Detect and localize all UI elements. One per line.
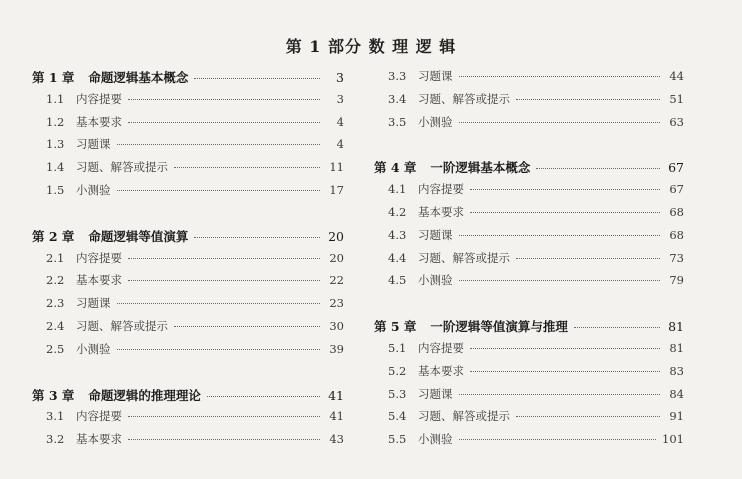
section-number: 5.5: [388, 432, 407, 447]
page-number: 11: [329, 160, 344, 175]
page-number: 73: [669, 250, 684, 265]
dot-leader: [470, 211, 660, 213]
section-title: 基本要求: [76, 114, 122, 129]
section-title: 内容提要: [76, 250, 122, 265]
page-number: 81: [668, 319, 684, 335]
section-entry[interactable]: [374, 431, 684, 454]
toc-right-column: [374, 68, 684, 454]
dot-leader: [128, 415, 320, 417]
section-number: 1.1: [46, 91, 65, 106]
section-title: 小测验: [418, 432, 453, 447]
page-number: 17: [329, 182, 344, 197]
section-number: 3.3: [388, 69, 407, 83]
chapter-heading[interactable]: [374, 158, 684, 181]
page-number: 67: [669, 182, 684, 197]
section-entry[interactable]: [32, 272, 344, 295]
section-title: 习题、解答或提示: [418, 91, 510, 106]
dot-leader: [470, 370, 660, 372]
page-number: 20: [328, 228, 344, 244]
page-number: 91: [669, 409, 684, 424]
dot-leader: [128, 279, 320, 281]
section-entry[interactable]: [374, 204, 684, 227]
part-title: 第 1 部分 数 理 逻 辑: [285, 37, 457, 56]
dot-leader: [536, 167, 660, 169]
page-number: 68: [669, 204, 684, 219]
section-entry[interactable]: [374, 272, 684, 295]
chapter-spacer: [374, 136, 684, 158]
chapter-title: 命题逻辑等值演算: [88, 228, 189, 244]
section-number: 1.3: [46, 137, 65, 152]
page-number: 22: [329, 273, 344, 288]
dot-leader: [117, 143, 321, 145]
section-number: 2.3: [46, 296, 65, 311]
section-entry[interactable]: [32, 250, 344, 273]
dot-leader: [459, 234, 661, 236]
chapter-number: 第 2 章: [32, 228, 75, 244]
section-entry[interactable]: [32, 341, 344, 364]
dot-leader: [470, 188, 660, 190]
chapter-title: 一阶逻辑基本概念: [430, 160, 531, 176]
page-number: 79: [669, 273, 684, 288]
page-number: 43: [329, 432, 344, 447]
section-number: 2.4: [46, 318, 65, 333]
dot-leader: [516, 98, 660, 100]
chapter-heading[interactable]: [32, 386, 344, 409]
chapter-4: [374, 158, 684, 295]
section-number: 2.1: [46, 250, 65, 265]
section-entry[interactable]: [374, 250, 684, 273]
dot-leader: [459, 121, 661, 123]
section-number: 5.2: [388, 363, 407, 378]
section-number: 3.4: [388, 91, 407, 106]
section-entry[interactable]: [32, 114, 344, 137]
section-title: 小测验: [76, 182, 111, 197]
section-entry[interactable]: [374, 386, 684, 409]
section-title: 小测验: [418, 273, 453, 288]
section-number: 1.2: [46, 114, 65, 129]
section-number: 5.3: [388, 386, 407, 401]
section-title: 习题、解答或提示: [418, 250, 510, 265]
dot-leader: [117, 189, 321, 191]
section-number: 3.1: [46, 409, 65, 424]
dot-leader: [194, 236, 320, 238]
dot-leader: [516, 415, 660, 417]
section-title: 基本要求: [418, 363, 464, 378]
section-entry[interactable]: [374, 181, 684, 204]
section-title: 习题课: [418, 386, 453, 401]
chapter-title: 命题逻辑基本概念: [88, 70, 189, 85]
chapter-1: [32, 68, 344, 205]
section-title: 小测验: [76, 341, 111, 356]
section-number: 4.3: [388, 227, 407, 242]
section-number: 5.4: [388, 409, 407, 424]
page-number: 81: [669, 340, 684, 355]
section-number: 4.2: [388, 204, 407, 219]
dot-leader: [207, 395, 320, 397]
page-number: 41: [329, 409, 344, 424]
page-number: 41: [328, 387, 344, 403]
section-entry[interactable]: [32, 91, 344, 114]
section-entry[interactable]: [374, 114, 684, 137]
dot-leader: [128, 98, 320, 100]
section-title: 内容提要: [418, 340, 464, 355]
chapter-3-continued: [374, 68, 684, 136]
chapter-number: 第 5 章: [374, 319, 417, 335]
section-title: 习题、解答或提示: [76, 318, 168, 333]
dot-leader: [117, 348, 321, 350]
section-entry[interactable]: [374, 363, 684, 386]
chapter-title: 命题逻辑的推理理论: [88, 387, 201, 403]
chapter-number: 第 4 章: [374, 160, 417, 176]
chapter-heading[interactable]: [374, 317, 684, 340]
section-number: 4.1: [388, 182, 407, 197]
page-number: 20: [329, 250, 344, 265]
section-entry[interactable]: [32, 408, 344, 431]
section-entry[interactable]: [374, 227, 684, 250]
page-number: 68: [669, 227, 684, 242]
page-number: 67: [668, 160, 684, 176]
page-number: 23: [329, 296, 344, 311]
dot-leader: [459, 438, 657, 440]
section-title: 基本要求: [76, 273, 122, 288]
chapter-title: 一阶逻辑等值演算与推理: [430, 319, 568, 335]
page-number: 39: [329, 341, 344, 356]
chapter-spacer: [374, 295, 684, 317]
section-title: 习题、解答或提示: [76, 160, 168, 175]
section-entry[interactable]: [32, 182, 344, 205]
section-number: 3.2: [46, 432, 65, 447]
section-title: 小测验: [418, 114, 453, 129]
chapter-3: [32, 386, 344, 454]
page-number: 4: [336, 137, 344, 152]
section-number: 3.5: [388, 114, 407, 129]
dot-leader: [128, 121, 320, 123]
section-title: 习题课: [418, 69, 453, 83]
page-number: 83: [669, 363, 684, 378]
chapter-heading[interactable]: [32, 68, 344, 91]
section-entry[interactable]: [374, 408, 684, 431]
dot-leader: [459, 279, 661, 281]
section-number: 1.4: [46, 160, 65, 175]
dot-leader: [128, 257, 320, 259]
dot-leader: [470, 347, 660, 349]
section-title: 习题课: [76, 296, 111, 311]
section-title: 习题课: [418, 227, 453, 242]
dot-leader: [574, 326, 660, 328]
chapter-2: [32, 227, 344, 364]
section-number: 4.4: [388, 250, 407, 265]
page-number: 3: [336, 70, 344, 85]
dot-leader: [459, 75, 661, 77]
page-number: 30: [329, 318, 344, 333]
section-title: 基本要求: [418, 204, 464, 219]
section-number: 5.1: [388, 340, 407, 355]
section-number: 2.2: [46, 273, 65, 288]
section-number: 4.5: [388, 273, 407, 288]
chapter-spacer: [32, 205, 344, 227]
section-entry[interactable]: [32, 159, 344, 182]
dot-leader: [459, 393, 661, 395]
section-title: 习题课: [76, 137, 111, 152]
chapter-spacer: [32, 364, 344, 386]
page-number: 63: [669, 114, 684, 129]
section-entry[interactable]: [32, 136, 344, 159]
section-title: 内容提要: [76, 91, 122, 106]
page-number: 3: [336, 91, 344, 106]
chapter-number: 第 3 章: [32, 387, 75, 403]
dot-leader: [194, 77, 320, 79]
page-number: 84: [669, 386, 684, 401]
section-entry[interactable]: [32, 295, 344, 318]
section-entry[interactable]: [374, 68, 684, 91]
section-title: 内容提要: [418, 182, 464, 197]
dot-leader: [174, 166, 320, 168]
section-title: 内容提要: [76, 409, 122, 424]
dot-leader: [174, 325, 320, 327]
dot-leader: [117, 302, 321, 304]
chapter-heading[interactable]: [32, 227, 344, 250]
section-entry[interactable]: [374, 340, 684, 363]
toc-left-column: [32, 68, 344, 454]
page-number: 4: [336, 114, 344, 129]
page-number: 101: [662, 432, 684, 447]
page-number: 44: [669, 69, 684, 83]
chapter-5: [374, 317, 684, 454]
section-entry[interactable]: [32, 318, 344, 341]
page-number: 51: [669, 91, 684, 106]
dot-leader: [516, 257, 660, 259]
section-title: 基本要求: [76, 432, 122, 447]
section-title: 习题、解答或提示: [418, 409, 510, 424]
section-entry[interactable]: [374, 91, 684, 114]
section-entry[interactable]: [32, 431, 344, 454]
section-number: 2.5: [46, 341, 65, 356]
chapter-number: 第 1 章: [32, 70, 75, 85]
section-number: 1.5: [46, 182, 65, 197]
dot-leader: [128, 438, 320, 440]
